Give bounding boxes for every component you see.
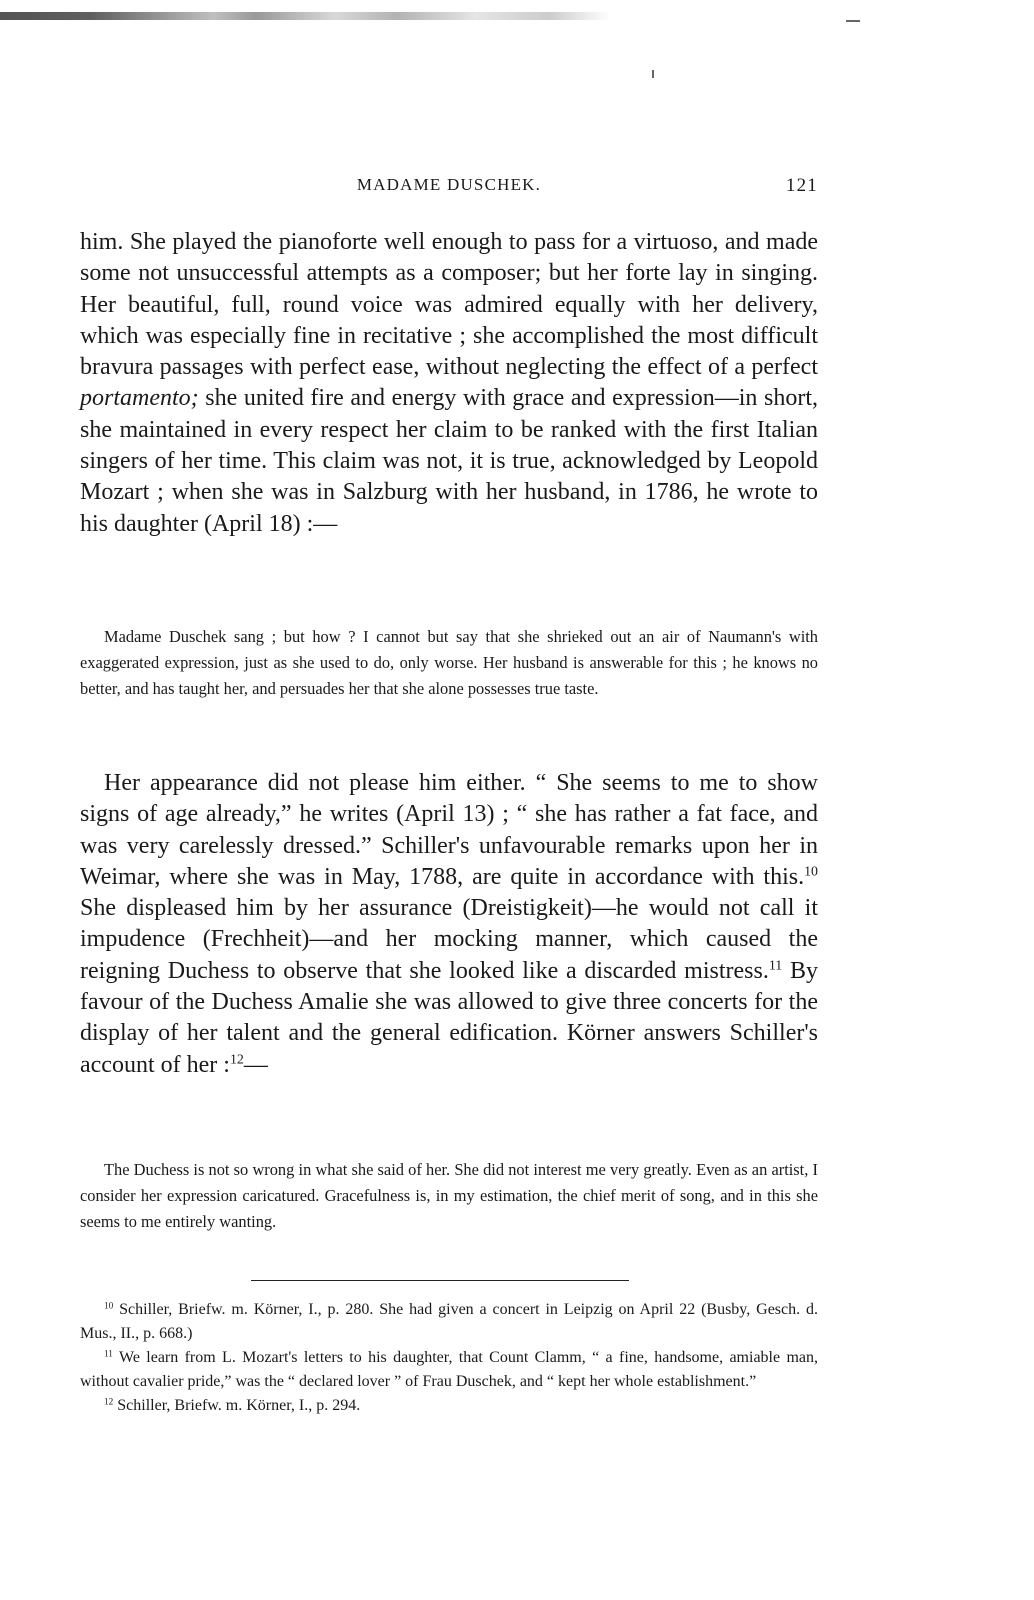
- paragraph-2-text-b: She displeased him by her assurance (Dreistigkeit)—he would not call it impudence (Frechheit)—and her mocking manner, which caused the reigning Duchess to observe that she looked like a discarded mistress.: [80, 895, 818, 984]
- paragraph-1-italic-term: portamento;: [80, 385, 199, 412]
- paragraph-1: [80, 227, 818, 540]
- page-number: 121: [785, 175, 818, 196]
- footnotes: [80, 1298, 818, 1418]
- scan-speck: [652, 70, 654, 78]
- footnote-text: We learn from L. Mozart's letters to his daughter, that Count Clamm, “ a fine, handsome, amiable man, without cavalier pride,” was the “ declared lover ” of Frau Duschek, and “ kept her whole establishment.”: [80, 1349, 818, 1390]
- footnote-ref-12[interactable]: 12: [229, 1052, 244, 1068]
- footnote-ref-11[interactable]: 11: [768, 958, 783, 974]
- footnote-divider: [251, 1280, 629, 1281]
- paragraph-2-text-a: Her appearance did not please him either. “ She seems to me to show signs of age already,” he writes (April 13) ; “ she has rather a fat face, and was very carelessly dressed.” Schiller's unfavourable remarks upon her in Weimar, where she was in May, 1788, are quite in accordance with this.: [80, 770, 818, 890]
- scan-artifact: [0, 12, 610, 20]
- paragraph-2: [80, 768, 818, 1081]
- paragraph-1-text-b: she united fire and energy with grace and expression—in short, she maintained in every respect her claim to be ranked with the first Italian singers of her time. This claim was not, it is true, acknowledged by Leopold Mozart ; when she was in Salzburg with her husband, in 1786, he wrote to his daughter (April 18) :—: [80, 385, 818, 537]
- footnote-text: Schiller, Briefw. m. Körner, I., p. 280. She had given a concert in Leipzig on April 22 (Busby, Gesch. d. Mus., II., p. 668.): [80, 1301, 819, 1342]
- paragraph-2-text-d: —: [243, 1051, 268, 1078]
- footnote: [80, 1346, 818, 1394]
- paragraph-2-text-c: By favour of the Duchess Amalie she was allowed to give three concerts for the display of her talent and the general edification. Körner answers Schiller's account of her :: [80, 957, 818, 1078]
- scan-speck: [846, 20, 860, 22]
- running-header: [80, 175, 818, 199]
- footnote: [80, 1298, 818, 1346]
- block-quote-korner: The Duchess is not so wrong in what she said of her. She did not interest me very greatly. Even as an artist, I consider her expression caricatured. Gracefulness is, in my estimation, the chief merit of song, and in this she seems to me entirely wanting.: [80, 1160, 818, 1231]
- footnote: [80, 1394, 818, 1418]
- footnote-text: Schiller, Briefw. m. Körner, I., p. 294.: [117, 1397, 361, 1414]
- footnote-marker: 11: [104, 1349, 113, 1360]
- running-title: MADAME DUSCHEK.: [356, 175, 542, 194]
- footnote-ref-10[interactable]: 10: [804, 864, 818, 880]
- footnote-marker: 12: [104, 1397, 114, 1408]
- paragraph-1-text-a: him. She played the pianoforte well enough to pass for a virtuoso, and made some not unsuccessful attempts as a composer; but her forte lay in singing. Her beautiful, full, round voice was admired equally with her delivery, which was especially fine in recitative ; she accomplished the most difficult bravura passages with perfect ease, without neglecting the effect of a perfect: [80, 229, 818, 381]
- footnote-marker: 10: [104, 1301, 114, 1312]
- block-quote-mozart: Madame Duschek sang ; but how ? I cannot but say that she shrieked out an air of Naumann's with exaggerated expression, just as she used to do, only worse. Her husband is answerable for this ; he knows no better, and has taught her, and persuades her that she alone possesses true taste.: [80, 627, 818, 698]
